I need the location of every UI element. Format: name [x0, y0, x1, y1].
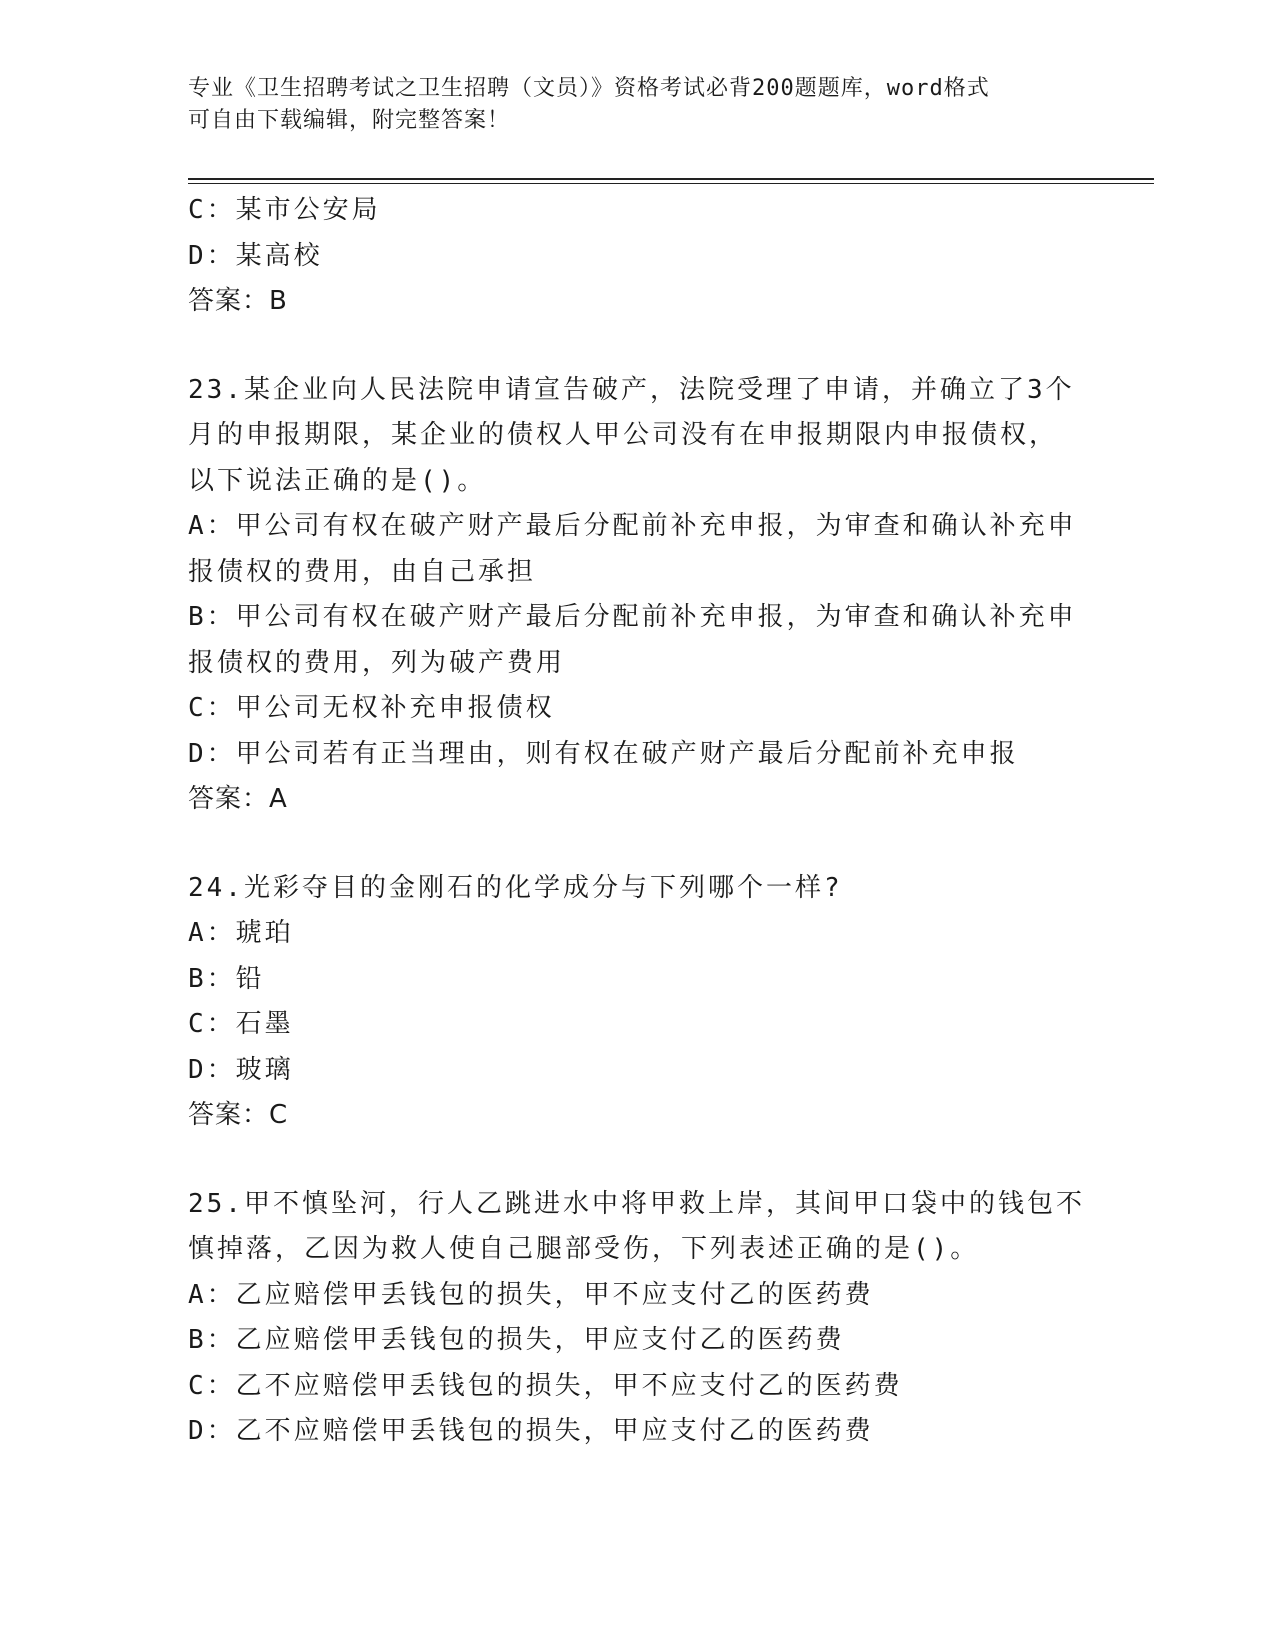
question-stem-line: 月的申报期限，某企业的债权人甲公司没有在申报期限内申报债权，: [188, 420, 1059, 450]
option-a-line-1: A：甲公司有权在破产财产最后分配前补充申报，为审查和确认补充申: [188, 511, 1077, 541]
question-stem-line: 以下说法正确的是()。: [188, 465, 487, 496]
question-stem-line: 23.某企业向人民法院申请宣告破产，法院受理了申请，并确立了3个: [188, 374, 1075, 405]
question-25: [188, 1182, 1088, 1455]
question-24: [188, 866, 1088, 1139]
question-22-continued: [188, 188, 1088, 325]
header-divider-bottom: [188, 183, 1154, 184]
option-d: D：乙不应赔偿甲丢钱包的损失，甲应支付乙的医药费: [188, 1416, 874, 1446]
option-d: D：玻璃: [188, 1054, 294, 1085]
option-b: B：铅: [188, 963, 265, 994]
spacer: [188, 1139, 1088, 1182]
header-line-1: 专业《卫生招聘考试之卫生招聘（文员）》资格考试必背200题题库，word格式: [188, 76, 990, 101]
answer: 答案：C: [188, 1100, 289, 1130]
option-c: C：乙不应赔偿甲丢钱包的损失，甲不应支付乙的医药费: [188, 1370, 903, 1401]
option-d: D：甲公司若有正当理由，则有权在破产财产最后分配前补充申报: [188, 738, 1019, 769]
option-c: C：石墨: [188, 1009, 294, 1039]
header-line-2: 可自由下载编辑，附完整答案！: [188, 108, 511, 133]
option-b-line-1: B：甲公司有权在破产财产最后分配前补充申报，为审查和确认补充申: [188, 602, 1077, 632]
question-stem-line: 慎掉落，乙因为救人使自己腿部受伤，下列表述正确的是()。: [188, 1234, 980, 1264]
option-c: C：某市公安局: [188, 195, 381, 225]
option-a: A：琥珀: [188, 918, 294, 948]
question-content: [188, 188, 1088, 1455]
option-a-line-2: 报债权的费用，由自己承担: [188, 556, 537, 587]
option-a: A：乙应赔偿甲丢钱包的损失，甲不应支付乙的医药费: [188, 1279, 874, 1310]
document-header: [188, 73, 1088, 137]
option-b: B：乙应赔偿甲丢钱包的损失，甲应支付乙的医药费: [188, 1325, 845, 1355]
question-23: [188, 368, 1088, 823]
answer: 答案：A: [188, 784, 288, 814]
question-stem-line: 25.甲不慎坠河，行人乙跳进水中将甲救上岸，其间甲口袋中的钱包不: [188, 1188, 1085, 1219]
spacer: [188, 823, 1088, 866]
option-c: C：甲公司无权补充申报债权: [188, 693, 555, 723]
answer: 答案：B: [188, 286, 288, 316]
header-divider-top: [188, 178, 1154, 180]
spacer: [188, 325, 1088, 368]
question-stem: 24.光彩夺目的金刚石的化学成分与下列哪个一样?: [188, 872, 843, 903]
option-b-line-2: 报债权的费用，列为破产费用: [188, 647, 566, 678]
option-d: D：某高校: [188, 240, 323, 271]
